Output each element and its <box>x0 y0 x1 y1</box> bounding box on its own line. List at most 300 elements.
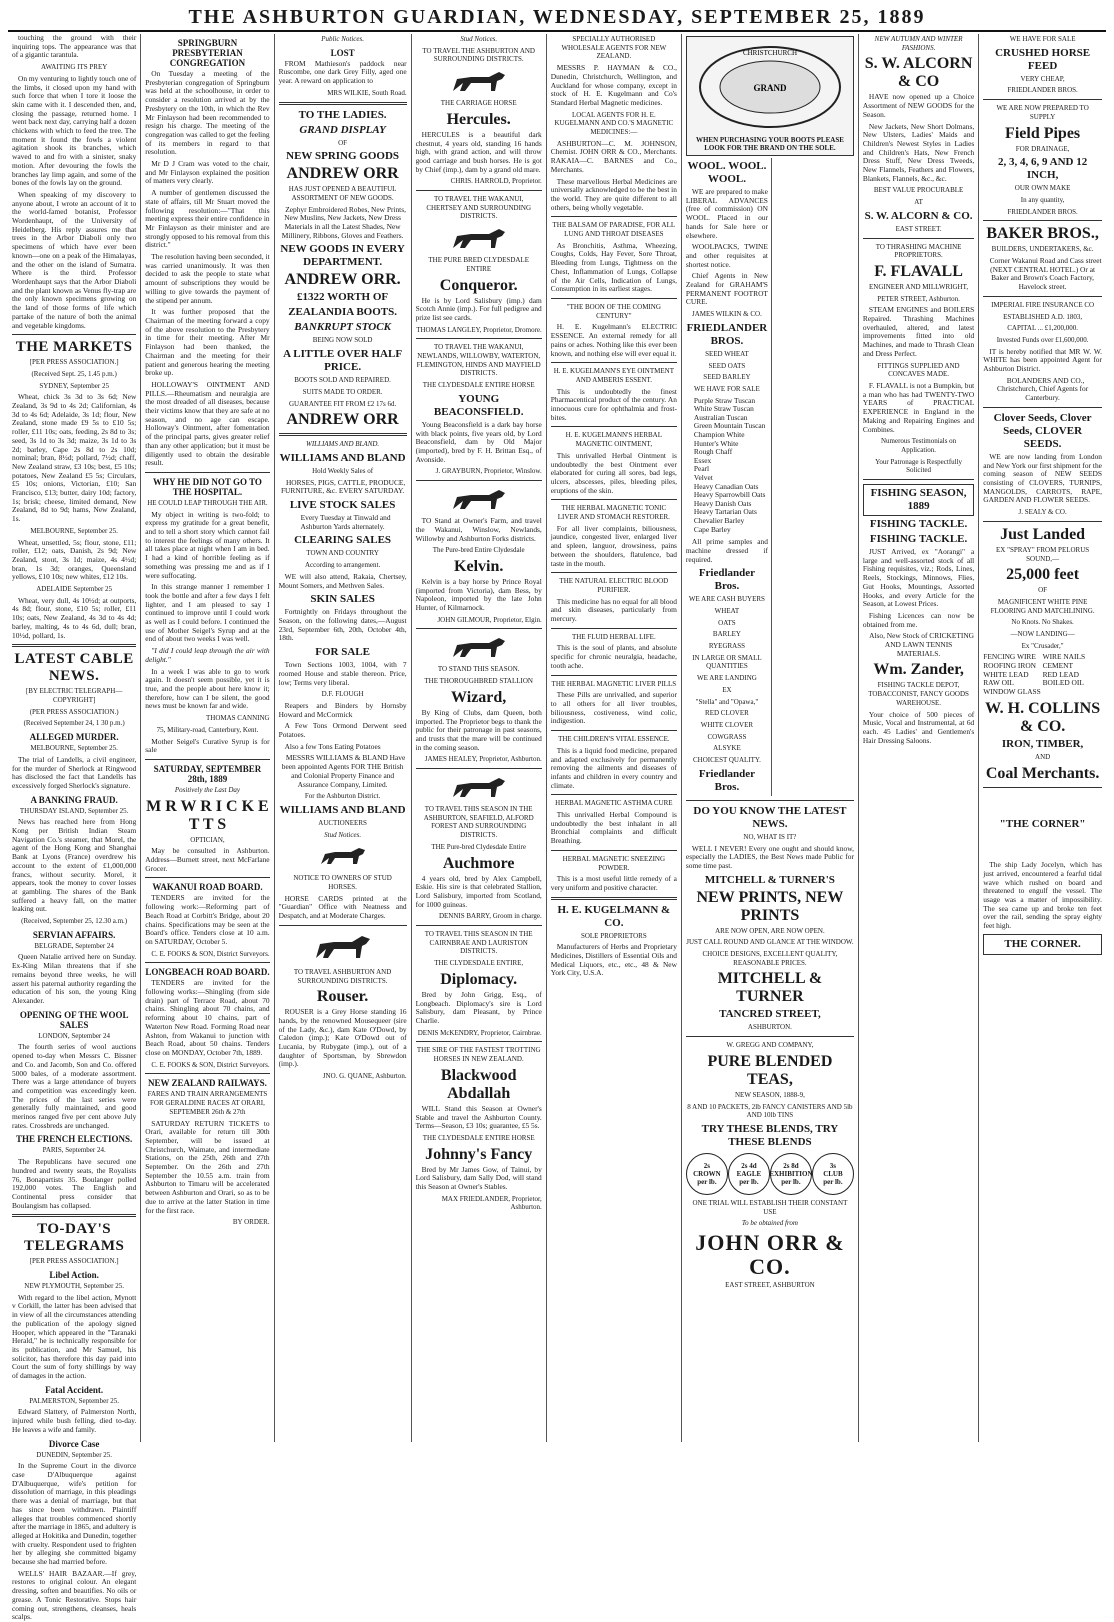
divider <box>551 572 677 573</box>
advert-subhead: WE ARE CASH BUYERS <box>688 595 765 604</box>
divider <box>416 1041 542 1042</box>
advert-display: NEW PRINTS, NEW PRINTS <box>696 888 844 924</box>
advert-text: TENDERS are invited for the following work:—Reforming part of Beach Road at Corbitt's Bridge, about 20 chains. Specifications may be seen at the Board's office. Tenders close at 10 a.m. on SATURDAY, October 5. <box>145 893 270 946</box>
advert-subhead: IN LARGE OR SMALL QUANTITIES <box>692 653 762 671</box>
horse-icon <box>308 930 378 966</box>
advert-subhead: NEW AUTUMN AND WINTER FASHIONS. <box>874 35 963 52</box>
advert-subhead: OUR OWN MAKE <box>1014 184 1071 193</box>
advert-text: WE are prepared to make LIBERAL ADVANCES (free of commission) ON WOOL. Placed in our hands for Sale here or elsewhere. <box>685 187 768 240</box>
divider <box>279 433 407 436</box>
advert-subhead: WILLIAMS AND BLAND. <box>306 440 380 449</box>
advert-subhead: OATS <box>718 618 736 627</box>
tea-badge-price: 2s <box>703 1161 711 1170</box>
advert-text: ASHBURTON—C. M. JOHNSON, Chemist. JOHN ORR & CO., Merchants. RAKAIA—C. BARNES and Co., Merchants. <box>550 138 677 174</box>
advert-subhead: WE ARE LANDING <box>696 674 757 683</box>
advert-text: TENDERS are invited for the following works:—Shingling (from side drain) part of Terrace Road, about 70 chains. Shingling about 70 chains, and reforming about 10 chains, part of Waterton New Road. Forming Road near Ashton, from Wakanui to junction with Beach Road, about 50 chains. Tenders close on MONDAY, October 7th, 1889. <box>145 978 270 1057</box>
boot-brand-text: GRAND <box>753 83 787 93</box>
advert-subhead: ONE TRIAL WILL ESTABLISH THEIR CONSTANT USE <box>692 1198 848 1216</box>
horse-name: Kelvin. <box>454 557 504 575</box>
advert-heading: SATURDAY, SEPTEMBER 28th, 1889 <box>153 763 262 784</box>
divider <box>686 800 854 801</box>
advert-subhead: BARLEY <box>712 630 741 639</box>
advert-subhead: H. E. KUGELMANN'S HERBAL MAGNETIC OINTMENT, <box>565 431 663 449</box>
article-text: In this strange manner I remember I took the bottle and after a few days I felt lighter, and I am pleased to say I continued to improve until I could work as well as I could before. I continued the use of Mother Seigel's Syrup and at the end of about two weeks I was well. <box>145 582 270 644</box>
markets-received: (Received Sept. 25, 1.45 p.m.) <box>31 369 117 378</box>
markets-heading: THE MARKETS <box>15 339 133 356</box>
advert-text: These Pills are unrivalled, and superior to all others for all liver troubles, biliousness, costiveness, wind colic, indigestion. <box>550 690 677 726</box>
divider <box>416 190 542 191</box>
divider <box>983 220 1102 221</box>
tea-badge-unit: per lb. <box>823 1177 843 1186</box>
horse-icon <box>447 224 511 254</box>
advert-heading: LOST <box>330 47 355 58</box>
potato-list-item: Cape Barley <box>693 524 731 534</box>
article-text: touching the ground with their inquiring tops. The appearance was that of a gigantic tarantula. <box>12 33 137 60</box>
markets-text: Wheat, chick 3s 3d to 3s 6d; New Zealand, 3s 9d to 4s 2d; Californian, 4s 3d to 4s 6d; Adelaide, 3s 1d; flour, New Zealand, stone made £9 5s to £10 5s; roller, £11 10s; oats, feeding, 2s 8d to 3s; seed, 3s 1d to 3s 3d; maize, 3s 1d to 3s 2d; barley, Cape 2s 8d to 2s 10d; nominal; bran, 8½d; pollard, 7½d; chaff, New Zealand straw, £3 10s; best, £5 10s; potatoes, New Zealand £5 5s; Circulars, £5 10s; onions, Victorian, £10; San Francisco, £13; butter, dairy 10d; factory, 1s; brisk; cheese, limited demand, New Zealand, 8d to 9d; hams, New Zealand, 1s. <box>12 392 137 524</box>
article-text: The resolution having been seconded, it was carried unanimously. It was then decided to ask the people to state what amount of subscriptions they would be willing to give towards the payment of the stipend per annum. <box>145 252 270 305</box>
iron-list <box>983 653 1102 696</box>
article-text: Queen Natalie arrived here on Sunday. Ex-King Milan threatens that if she remains beyond three weeks, he will assert his paternal authority regarding the education of his son, the young King Alexander. <box>12 952 137 1005</box>
advert-subhead: ASHBURTON. <box>747 1023 792 1032</box>
column-stud-notices <box>412 34 547 1442</box>
advert-text: WOOLPACKS, TWINE and other requisites at shortest notice. <box>685 242 768 269</box>
advert-signature: BY ORDER. <box>232 1218 270 1227</box>
advert-display: ANDREW ORR <box>286 411 399 429</box>
divider <box>416 338 542 339</box>
column-kugelmann <box>547 34 682 1442</box>
divider <box>145 877 269 878</box>
advert-text: HORSES, PIGS, CATTLE, PRODUCE, FURNITURE, &c. EVERY SATURDAY. <box>280 477 406 496</box>
boot-brand-illustration <box>686 36 854 156</box>
advert-text: This unrivalled Herbal Compound is undoubtedly the best inhalant in all Bronchial complaints and difficult Breathing. <box>550 810 677 846</box>
article-text: Edward Slattery, of Palmerston North, injured while bush felling, died to-day. He leaves a wife and family. <box>12 1407 137 1434</box>
potato-list-item: Heavy Sparrowbill Oats <box>693 490 766 500</box>
advert-subhead: FRIEDLANDER BROS. <box>1007 86 1078 95</box>
horse-name: Hercules. <box>446 110 511 128</box>
advert-subhead: TO TRAVEL THIS SEASON IN THE CAIRNBRAE AND LAURISTON DISTRICTS. <box>424 930 533 956</box>
advert-signature: THOMAS LANGLEY, Proprietor, Dromore. <box>416 325 542 334</box>
advert-text: 4 years old, bred by Alex Campbell, Eskie. His sire is that celebrated Stallion, Lord Salisbury, imported from Scotland, for 1000 guineas. <box>415 873 542 909</box>
advert-text: MESSRS WILLIAMS & BLAND Have been appointed Agents FOR THE British and Colonial Property Finance and Assurance Company, Limited. <box>281 753 406 789</box>
advert-subhead: TO TRAVEL THE WAKANUI, CHERTSEY AND SURROUNDING DISTRICTS. <box>426 195 532 221</box>
advert-subhead: WE HAVE FOR SALE <box>694 384 760 393</box>
advert-display: LIVE STOCK SALES <box>289 499 396 512</box>
advert-display: NEW GOODS IN EVERY DEPARTMENT. <box>280 243 405 269</box>
article-heading: Fatal Accident. <box>45 1384 104 1395</box>
column-news <box>8 33 141 1622</box>
article-dateline: PARIS, September 24. <box>42 1146 106 1155</box>
article-heading: Libel Action. <box>49 1270 99 1281</box>
article-heading: SERVIAN AFFAIRS. <box>32 929 116 940</box>
potato-list-item: White Straw Tuscan <box>693 404 754 414</box>
advert-subhead: FOR DRAINAGE, <box>1015 144 1070 153</box>
advert-text: Corner Wakanui Road and Cass street (NEXT CENTRAL HOTEL.) Or at Baker and Brown's Coach Factory, Havelock street. <box>989 256 1102 292</box>
advert-display: DO YOU KNOW THE LATEST NEWS. <box>693 804 847 830</box>
potato-list-item: Australian Tuscan <box>693 412 748 422</box>
divider <box>551 628 677 629</box>
advert-display: F. FLAVALL <box>874 262 963 280</box>
advert-text: This is a most useful little remedy of a very uniform and positive character. <box>550 874 677 892</box>
advert-text: Your choice of 500 pieces of Music, Vocal and Instrumental, at 6d each. 45 Ladies' and Gentlemen's Hair Dressing Saloons. <box>862 709 975 745</box>
advert-display: MITCHELL & TURNER'S <box>704 873 835 886</box>
advert-subhead: THE Pure-bred Clydesdale Entire <box>431 842 527 851</box>
divider <box>551 362 677 363</box>
advert-text: HORSE CARDS printed at the "Guardian" Office with Neatness and Despatch, and at Moderate Charges. <box>278 893 407 921</box>
advert-signature: C. E. FOOKS & SON, District Surveyors. <box>151 949 270 958</box>
advert-display: PURE BLENDED TEAS, <box>707 1052 833 1088</box>
advert-subhead: "Stella" and "Opawa," <box>695 697 759 706</box>
tea-badge-unit: per lb. <box>697 1177 717 1186</box>
advert-signature: C. E. FOOKS & SON, District Surveyors. <box>151 1060 270 1069</box>
advert-subhead: According to arrangement. <box>304 561 381 570</box>
advert-display: SKIN SALES <box>310 593 375 606</box>
tea-price-badge <box>728 1153 770 1195</box>
advert-signature: JNO. G. QUANE, Ashburton. <box>322 1072 407 1081</box>
horse-name: YOUNG BEACONSFIELD. <box>433 392 524 418</box>
tea-badge-unit: per lb. <box>781 1177 801 1186</box>
iron-list-item: RAW OIL <box>983 678 1014 688</box>
advert-subhead: Hold Weekly Sales of <box>312 466 374 475</box>
horse-name: Diplomacy. <box>440 970 518 988</box>
divider <box>983 296 1102 297</box>
advert-text: This is a liquid food medicine, prepared and adapted exclusively for permanently removing the ailments and diseases of infants and children in every country and climate. <box>550 745 677 790</box>
article-subhead: HE COULD LEAP THROUGH THE AIR. <box>147 498 268 507</box>
divider <box>863 238 974 239</box>
advert-text: As Bronchitis, Asthma, Wheezing, Coughs, Colds, Hay Fever, Sore Throat, Bleeding from Lungs, Tightness on the Chest, Inflammation of Lungs, Collapse of the Air Cells, Indication of Lungs, Consumption in its earliest stages. <box>550 240 677 294</box>
advert-text: Every Tuesday at Tinwald and Ashburton Yards alternately. <box>300 513 391 531</box>
potato-list-item: Pearl <box>693 464 710 474</box>
advert-subhead: CHOICEST QUALITY. <box>693 756 761 765</box>
advert-text: This unrivalled Herbal Ointment is undoubtedly the best Ointment ever elaborated for curing all sores, bad legs, ulcers, abscesses, piles, bleeding piles, eruptions of the skin. <box>550 450 677 495</box>
advert-subhead: WHITE CLOVER <box>700 721 754 729</box>
advert-subhead: To be obtained from <box>741 1219 798 1228</box>
advert-subhead: Invested Funds over £1,600,000. <box>996 335 1089 344</box>
tea-badge-name: EXHIBITION <box>769 1169 813 1178</box>
advert-subhead: TO TRAVEL THE ASHBURTON AND SURROUNDING DISTRICTS. <box>422 46 535 64</box>
markets-text: Wheat, very dull, 4s 10½d; at outports, 4s 8d; flour, stone, £10 5s; roller, £11 10s; oats, New Zealand, 4s 3d to 4s 4d; barley, malting, 4s to 4s 6d, dull; bran, 10½d, pollard, 1s. <box>12 595 137 640</box>
advert-subhead: SEED OATS <box>708 361 746 370</box>
advert-subhead: Your Patronage is Respectfully Solicited <box>875 457 963 475</box>
advert-text: H. E. Kugelmann's ELECTRIC ESSENCE. An external remedy for all pains or aches. Nothing like this ever been known, and nothing else will ever equal it. <box>550 322 677 358</box>
article-text: The trial of Landells, a civil engineer, for the murder of Sherlock at Ringwood has disclosed the fact that Landells has excessively forged Sherlock's signature. <box>12 754 137 790</box>
potato-list-item: Velvet <box>693 473 713 482</box>
column-adverts-wide <box>682 34 859 1442</box>
divider <box>145 962 269 963</box>
advert-subhead: AND <box>1035 753 1051 762</box>
advert-text: JUST Arrived, ex "Aorangi" a large and well-assorted stock of all Fishing requisites, viz.; Rods, Lines, Reels, Stockings, Minnows, Flies, Gut Hooks, Mountings, Assorted Hooks, and every Article for the Season, at Lowest Prices. <box>862 547 975 609</box>
advert-text: These marvellous Herbal Medicines are universally acknowledged to be the best in the world. They are quite different to all others, being wholly vegetable. <box>550 176 677 212</box>
tea-price-badge <box>770 1153 812 1195</box>
divider <box>551 850 677 851</box>
column-news-2 <box>141 34 274 1442</box>
boot-sole-icon <box>687 37 853 137</box>
tea-badge-name: CROWN <box>693 1169 721 1178</box>
article-text: News has reached here from Hong Kong per British Indian Steam Navigation Co.'s steamer, that Morel, the agent of the Hong Kong and Shanghai Bank at Lyons (France) overdrew his account to the extent of £1,000,000 francs, without security. Morel, it appears, took the money to cover losses at gambling. The shares of the Bank suffered a heavy fall, on the matter leaking out. <box>12 817 137 914</box>
advert-text: STEAM ENGINES and BOILERS Repaired. Thrashing Machines overhauled, altered, and latest improvements fitted into old Machines, and made to Thrash Clean and Dress Perfect. <box>862 305 975 358</box>
divider <box>863 479 974 480</box>
column-adverts-4 <box>979 34 1106 1442</box>
telegrams-heading: TO-DAY'S TELEGRAMS <box>23 1221 125 1255</box>
advert-subhead: TO THRASHING MACHINE PROPRIETORS. <box>875 242 962 260</box>
advert-text: Chief Agents in New Zealand for GRAHAM'S PERMANENT FOOTROT CURE. <box>685 271 768 307</box>
tea-badge-name: EAGLE <box>736 1169 762 1178</box>
advert-subhead: LOCAL AGENTS FOR H. E. KUGELMANN AND CO.'S MAGNETIC MEDICINES:— <box>554 110 674 137</box>
divider <box>686 1036 854 1037</box>
boot-caption: WHEN PURCHASING YOUR BOOTS PLEASE LOOK FOR THE BRAND ON THE SOLE. <box>695 135 844 153</box>
advert-display: TRY THESE BLENDS, TRY THESE BLENDS <box>701 1122 839 1148</box>
advert-subhead: WE HAVE FOR SALE <box>1009 35 1076 43</box>
divider <box>551 216 677 217</box>
advert-text: Fortnightly on Fridays throughout the Season, on the following dates,—August 23rd, September 6th, 20th, October 4th, 18th. <box>278 607 407 643</box>
advert-subhead: IMPERIAL FIRE INSURANCE CO <box>991 300 1095 309</box>
divider <box>551 897 677 900</box>
advert-subhead: TOWN AND COUNTRY <box>306 549 379 558</box>
advert-subhead: THE CLYDESDALE ENTIRE HORSE <box>422 1133 535 1142</box>
advert-display: FOR SALE <box>315 646 370 659</box>
advert-heading: NEW ZEALAND RAILWAYS. <box>147 1078 267 1089</box>
advert-subhead: H. E. KUGELMANN'S EYE OINTMENT AND AMBERIS ESSENT. <box>553 367 674 384</box>
advert-signature: CHRIS. HARROLD, Proprietor. <box>450 177 542 186</box>
iron-list-item: BOILED OIL <box>1042 678 1084 688</box>
article-text: With regard to the libel action, Mynott v Corkill, the latter has been advised that in view of all the circumstances attending the publication of the apology signed Hooper, which appeared in the "Taranaki Herald," he is technically responsible for its publication, and Mr Samuel, his solicitor, has therefore this day paid into Court the sum of forty shillings by way of damages in the action. <box>12 1292 137 1381</box>
advert-subhead: BOOTS SOLD AND REPAIRED. <box>294 376 391 385</box>
article-text: On Tuesday a meeting of the Presbyterian congregation of Springburn was held at the schoolhouse, in order to consider a resolution arrived at by the Presbytery on the 10th, in which the Rev Mr Finlayson had been recommended to resign his charge. The meeting of the congregation was called to get the feeling of its members in regard to that resolution. <box>145 69 270 157</box>
advert-subhead: ARE NOW OPEN, ARE NOW OPEN. <box>715 926 825 935</box>
markets-dateline: MELBOURNE, September 25. <box>30 526 118 535</box>
advert-subhead: THE CARRIAGE HORSE <box>440 99 517 108</box>
advert-text: For all liver complaints, biliousness, jaundice, congested liver, enlarged liver and spleen, languor, drowsiness, pains between the shoulders, flatulence, bad taste in the mouth. <box>550 523 677 568</box>
article-dateline: THURSDAY ISLAND, September 25. <box>19 806 129 815</box>
iron-list-item: WINDOW GLASS <box>983 686 1041 696</box>
article-text: A number of gentlemen discussed the state of affairs, till Mr Stuart moved the following resolution:—"That this meeting express their entire confidence in Mr Finlayson as their minister and are strongly opposed to his removal from this district." <box>145 188 270 250</box>
advert-text: HOLLOWAY'S OINTMENT AND PILLS.—Rheumatism and neuralgia are the most dreaded of all diseases, because their victims know that they are safe at no season, and no age can escape. Holloway's Ointment, after fomentation of the principal parts, gives greater relief than any other application; but it must be diligently used to obtain the desirable result. <box>145 379 270 468</box>
advert-text: Young Beaconsfield is a dark bay horse with black points, five years old, by Lord Beaconsfield, dam by Old Major (imported), bred by F. H. Brittan Esq., of Avonside. <box>415 419 542 464</box>
advert-text: Reapers and Binders by Hornsby Howard and McCormick <box>278 700 407 719</box>
advert-display: IRON, TIMBER, <box>1001 738 1084 751</box>
cable-heading: LATEST CABLE NEWS. <box>14 651 134 685</box>
divider <box>983 99 1102 100</box>
horse-name: Auchmore <box>442 854 515 872</box>
masthead-title: THE ASHBURTON GUARDIAN, WEDNESDAY, SEPTEMBER 25, 1889 <box>188 6 926 28</box>
advert-subhead: D.F. FLOUGH <box>321 690 364 699</box>
article-heading: ALLEGED MURDER. <box>29 732 119 743</box>
advert-text: Manufacturers of Herbs and Proprietary Medicines, Distillers of Essential Oils and Medical Liquors, etc., etc., 48 & New York City, U.S.A. <box>550 942 677 978</box>
advert-subhead: TO TRAVEL THE WAKANUI, NEWLANDS, WILLOWBY, WATERTON, FLEMINGTON, HINDS AND MAYFIELD DISTRICTS. <box>416 343 541 378</box>
advert-heading: LONGBEACH ROAD BOARD. <box>145 967 270 978</box>
advert-text: Also, New Stock of CRICKETING AND LAWN TENNIS MATERIALS. <box>869 631 975 658</box>
advert-subhead: RYEGRASS <box>708 642 746 651</box>
advert-subhead: NEW SEASON, 1888-9, <box>734 1090 805 1099</box>
advert-subhead: 8 AND 10 PACKETS, 2lb FANCY CANISTERS AND 5lb AND 10lb TINS <box>687 1102 853 1120</box>
advert-signature: J. GRAYBURN, Proprietor, Winslow. <box>435 467 542 476</box>
advert-text: This is undoubtedly the finest Pharmacentical product of the century. An innocuous cure for ophthalmia and frost-bites. <box>550 386 677 422</box>
advert-display: Friedlander Bros. <box>698 767 756 793</box>
divider <box>551 426 677 427</box>
advert-subhead: FARES AND TRAIN ARRANGEMENTS FOR GERALDINE RACES AT ORARI, SEPTEMBER 26th & 27th <box>147 1090 268 1116</box>
potato-list <box>694 397 768 535</box>
article-text: It was further proposed that the Chairman of the meeting forward a copy of the above resolution to the Presbytery in time for their meeting. After Mr Finlayson had been thanked, the Chairman and the meeting for their patient and generous hearing the meeting broke up. <box>145 307 270 378</box>
potato-list-item: Heavy Canadian Oats <box>693 481 759 491</box>
article-text: Mr D J Cram was voted to the chair, and Mr Finlayson explained the position of matters very clearly. <box>145 159 270 186</box>
advert-subhead: MAGNIFICENT WHITE PINE FLOORING AND MATCHLINING. <box>990 597 1095 615</box>
advert-subhead: SEED WHEAT <box>705 349 749 358</box>
column-adverts-1 <box>275 34 412 1442</box>
advert-subhead: FISHING TACKLE DEPOT, TOBACCONIST, FANCY GOODS WAREHOUSE. <box>868 681 969 707</box>
article-dateline: MELBOURNE, September 25. <box>30 744 118 753</box>
article-heading: A BANKING FRAUD. <box>30 794 118 805</box>
advert-display: 25,000 feet <box>1006 566 1080 584</box>
advert-text: May be consulted in Ashburton. Address—Burnett street, next McFarlane Grocer. <box>145 846 270 873</box>
advert-subhead: THE HERBAL MAGNETIC LIVER PILLS <box>551 679 677 688</box>
advert-subhead: THE SIRE OF THE FASTEST TROTTING HORSES IN NEW ZEALAND. <box>416 1046 541 1064</box>
advert-text: Fishing Licences can now be obtained from me. <box>862 610 975 629</box>
advert-text: Bred by Mr James Gow, of Tainui, by Lord Salisbury, dam Sally Dod, will stand this Season at Owner's Stables. <box>415 1164 542 1192</box>
telegrams-byline: [PER PRESS ASSOCIATION.] <box>29 1257 119 1266</box>
advert-display: THE CORNER. <box>983 934 1102 955</box>
potato-list-item: Purple Straw Tuscan <box>693 395 756 405</box>
advert-signature: DENNIS BARRY, Groom in charge. <box>438 912 542 921</box>
horse-name: Conqueror. <box>439 276 518 294</box>
advert-subhead: HAS JUST OPENED A BEAUTIFUL ASSORTMENT OF NEW GOODS. <box>288 185 397 202</box>
advert-display: FISHING SEASON, 1889 <box>863 484 974 516</box>
divider <box>145 759 269 760</box>
advert-subhead: BEST VALUE PROCURABLE <box>873 186 964 195</box>
advert-subhead: TO TRAVEL ASHBURTON AND SURROUNDING DISTRICTS. <box>293 967 392 985</box>
article-dateline: DUNEDIN, September 25. <box>36 1450 113 1459</box>
advert-display: Wm. Zander, <box>873 661 964 679</box>
advert-display: FRIEDLANDER BROS. <box>686 321 768 347</box>
markets-byline: [PER PRESS ASSOCIATION.] <box>29 358 119 367</box>
advert-text: WILL Stand this Season at Owner's Stable and travel the Ashburton County. Terms—Season, £3 10s; guarantee, £5 5s. <box>415 1103 542 1131</box>
advert-text: FROM Mathieson's paddock near Ruscombe, one dark Grey Filly, aged one year. A reward on application to <box>278 58 407 86</box>
advert-subhead: THE PURE BRED CLYDESDALE ENTIRE <box>428 256 529 273</box>
advert-subhead: THE BALSAM OF PARADISE, FOR ALL LUNG AND THROAT DISEASES <box>552 221 676 239</box>
article-text: In a week I was able to go to work again. It doesn't seem possible, yet it is true, and the people about here know it; therefore, how can I be silent, the good news must be known far and wide. <box>145 666 270 711</box>
advert-display: S. W. ALCORN & CO <box>864 55 973 91</box>
advert-subhead: In any quantity, <box>1020 195 1065 204</box>
horse-icon <box>447 773 511 803</box>
advert-subhead: FITTINGS SUPPLIED AND CONCAVES MADE. <box>877 361 960 379</box>
advert-subhead: WE ARE NOW PREPARED TO SUPPLY <box>996 104 1089 121</box>
advert-display: 2, 3, 4, 6, 9 AND 12 INCH, <box>997 156 1088 182</box>
advert-signature: MAX FRIEDLANDER, Proprietor, Ashburton. <box>441 1194 542 1212</box>
advert-subhead: AT <box>914 198 923 207</box>
advert-subhead: FRIEDLANDER BROS. <box>1007 207 1078 216</box>
advert-display: Friedlander Bros. <box>698 567 756 593</box>
article-dateline: NEW PLYMOUTH, September 25. <box>24 1282 124 1291</box>
advert-subhead: NOTICE TO OWNERS OF STUD HORSES. <box>293 874 392 892</box>
iron-list-item: FENCING WIRE <box>983 652 1036 662</box>
advert-subhead: BEING NOW SOLD <box>312 336 373 345</box>
advert-subhead: PETER STREET, Ashburton. <box>877 294 960 303</box>
potato-list-item: Chevalier Barley <box>693 515 745 525</box>
iron-list-item: CEMENT <box>1042 661 1073 671</box>
tea-badge-name: CLUB <box>823 1169 843 1178</box>
potato-list-item: Champion White <box>693 430 745 440</box>
advert-subhead: Numerous Testimonials on Application. <box>880 437 957 454</box>
advert-subhead: ESTABLISHED A.D. 1803, <box>1003 312 1083 321</box>
article-text: On my venturing to lightly touch one of the limbs, it closed upon my hand with such force that when I tore it loose the skin came with it. I descended then, and, closing the passage, returned home. I went back next day, carrying half a dozen chickens with which to feed the tree. The moment it found the fowls a violent agitation shook its branches, which waved to and fro with a sinister, snaky motion. After devouring the fowls the branches lay limp again, and some of the bones of the fowls lay on the ground. <box>12 73 137 188</box>
advert-subhead: THE NATURAL ELECTRIC BLOOD PURIFIER. <box>559 577 669 594</box>
advert-subhead: EAST STREET, ASHBURTON <box>725 1281 815 1290</box>
advert-text: WE are now landing from London and New York our first shipment for the coming season of NEW SEEDS consisting of CLOVERS, TURNIPS, MANGOLDS, CARROTS, RAPE, GARDEN AND FLOWER SEEDS. <box>983 451 1102 505</box>
cable-byline: (PER PRESS ASSOCIATION.) <box>29 707 119 716</box>
advert-subhead: JUST CALL ROUND AND GLANCE AT THE WINDOW. <box>686 938 854 947</box>
advert-subhead: ENGINEER AND MILLWRIGHT, <box>869 282 969 291</box>
divider <box>416 628 542 629</box>
advert-subhead: OF <box>338 138 348 147</box>
advert-subhead: THE CLYDESDALE ENTIRE, <box>434 959 524 968</box>
advert-display: Rouser. <box>316 988 369 1006</box>
advert-text: New Jackets, New Short Dolmans, New Ulsters, Ladies' Maids and Children's Newest Styles in Ladies and Children's Hats, New French Dress Stuff, New Dress Tweeds, New Flannels, Feathers and Flowers, Blankets, Flannels, &c., &c. <box>862 121 975 183</box>
advert-display: CLEARING SALES <box>294 534 392 547</box>
advert-text: IT is hereby notified that MR W. W. WHITE has been appointed Agent for Ashburton District. <box>983 346 1102 374</box>
divider <box>551 675 677 676</box>
advert-text: Zephyr Embroidered Robes, New Prints, New Muslins, New Jackets, New Dress Materials in all the Latest Shades, New Millinery, Ribbons, Gloves and Feathers. <box>281 204 406 240</box>
advert-display: WOOL. WOOL. WOOL. <box>687 160 767 185</box>
advert-text: Also a few Tons Eating Potatoes <box>284 741 381 751</box>
divider <box>416 480 542 481</box>
advert-display: TO THE LADIES. <box>298 108 387 121</box>
divider <box>12 334 136 335</box>
horse-name: Wizard, <box>451 688 507 706</box>
iron-list-item: RED LEAD <box>1042 669 1079 679</box>
advert-text: ROUSER is a Grey Horse standing 16 hands, by the renowned Mousequeer (sire of the Lady, &c.), dam Kate O'Dowd, by Caledon (imp.); Kate O'Dowd out of Lucania, by Rubygate (imp.), out of a daughter of Sportsman, by Sbrewdon (imp.). <box>278 1007 407 1069</box>
advert-display: CRUSHED HORSE FEED <box>995 46 1091 72</box>
advert-subhead: NO, WHAT IS IT? <box>743 832 797 841</box>
advert-subhead: THE HERBAL MAGNETIC TONIC LIVER AND STOMACH RESTORER. <box>557 504 670 522</box>
markets-dateline: ADELAIDE September 25 <box>36 585 113 594</box>
advert-display: GRAND DISPLAY <box>299 123 386 136</box>
cable-byline: [BY ELECTRIC TELEGRAPH—COPYRIGHT] <box>25 687 123 704</box>
advert-text: Town Sections 1003, 1004, with 7 roomed House and stable thereon. Price, low; Terms very liberal. <box>278 660 407 687</box>
advert-subhead: SEED BARLEY <box>703 373 751 382</box>
advert-display: ANDREW ORR. <box>284 271 401 289</box>
advert-display: BAKER BROS., <box>986 225 1099 243</box>
article-text: Mother Seigel's Curative Syrup is for sale <box>145 736 270 755</box>
horse-name: Johnny's Fancy <box>425 1145 533 1163</box>
potato-list-item: Essex <box>693 455 712 465</box>
advert-subhead: SOLE PROPRIETORS <box>580 931 647 940</box>
advert-subhead: EAST STREET. <box>895 224 942 233</box>
advert-subhead: CAPITAL ... £1,200,000. <box>1007 324 1078 333</box>
horse-icon <box>447 485 511 515</box>
advert-display: ZEALANDIA BOOTS. <box>288 306 397 319</box>
tea-badge-price: 2s 4d <box>741 1161 757 1170</box>
advert-text: By King of Clubs, dam Queen, both imported. The Proprietor begs to thank the public for their patronage in past seasons, and trusts that the mare will be continued in the coming season. <box>415 707 542 752</box>
advert-text: HERCULES is a beautiful dark chestnut, 4 years old, standing 16 hands high, with grand action, and will throw good carriage and bush horses. He is got by Chief (imp.), dam by a grand old mare. <box>415 129 542 174</box>
advert-subhead: —NOW LANDING— <box>1010 630 1075 639</box>
advert-subhead: EX "SPRAY" FROM PELORUS SOUND,— <box>996 545 1090 563</box>
article-heading: Divorce Case <box>48 1438 100 1449</box>
advert-text: F. FLAVALL is not a Bumpkin, but a man who has had TWENTY-TWO YEARS of PRACTICAL EXPERIENCE in England in the Making and Repairing Engines and Combines. <box>862 380 975 434</box>
advert-display: JOHN ORR & CO. <box>695 1230 845 1280</box>
advert-subhead: No Knots. No Shakes. <box>1011 618 1074 627</box>
advert-heading: WAKANUI ROAD BOARD. <box>152 882 263 893</box>
potato-list-item: Hunter's White <box>693 438 739 448</box>
section-label: Stud Notices. <box>324 830 362 839</box>
divider <box>416 925 542 926</box>
article-dateline: LONDON, September 24 <box>38 1031 111 1040</box>
article-text: My object in writing is two-fold; to express my gratitude for a great benefit, and to tell a short story which cannot fail to interest the feelings of many others. It all takes place at night when I am in bed. I had a kind of horrible feeling as if something was pressing me and as if I were suffocating. <box>145 509 270 580</box>
advert-subhead: TO STAND THIS SEASON. <box>437 665 520 674</box>
potato-list-item: Heavy Danish Oats <box>693 498 752 508</box>
advert-text: This medicine has no equal for all blood and skin diseases, particularly from mercury. <box>550 596 677 624</box>
tea-badge-unit: per lb. <box>739 1177 759 1186</box>
advert-subhead: ALSYKE <box>713 744 741 753</box>
section-label: Public Notices. <box>321 35 364 43</box>
article-heading: SPRINGBURN PRESBYTERIAN CONGREGATION <box>169 38 246 68</box>
